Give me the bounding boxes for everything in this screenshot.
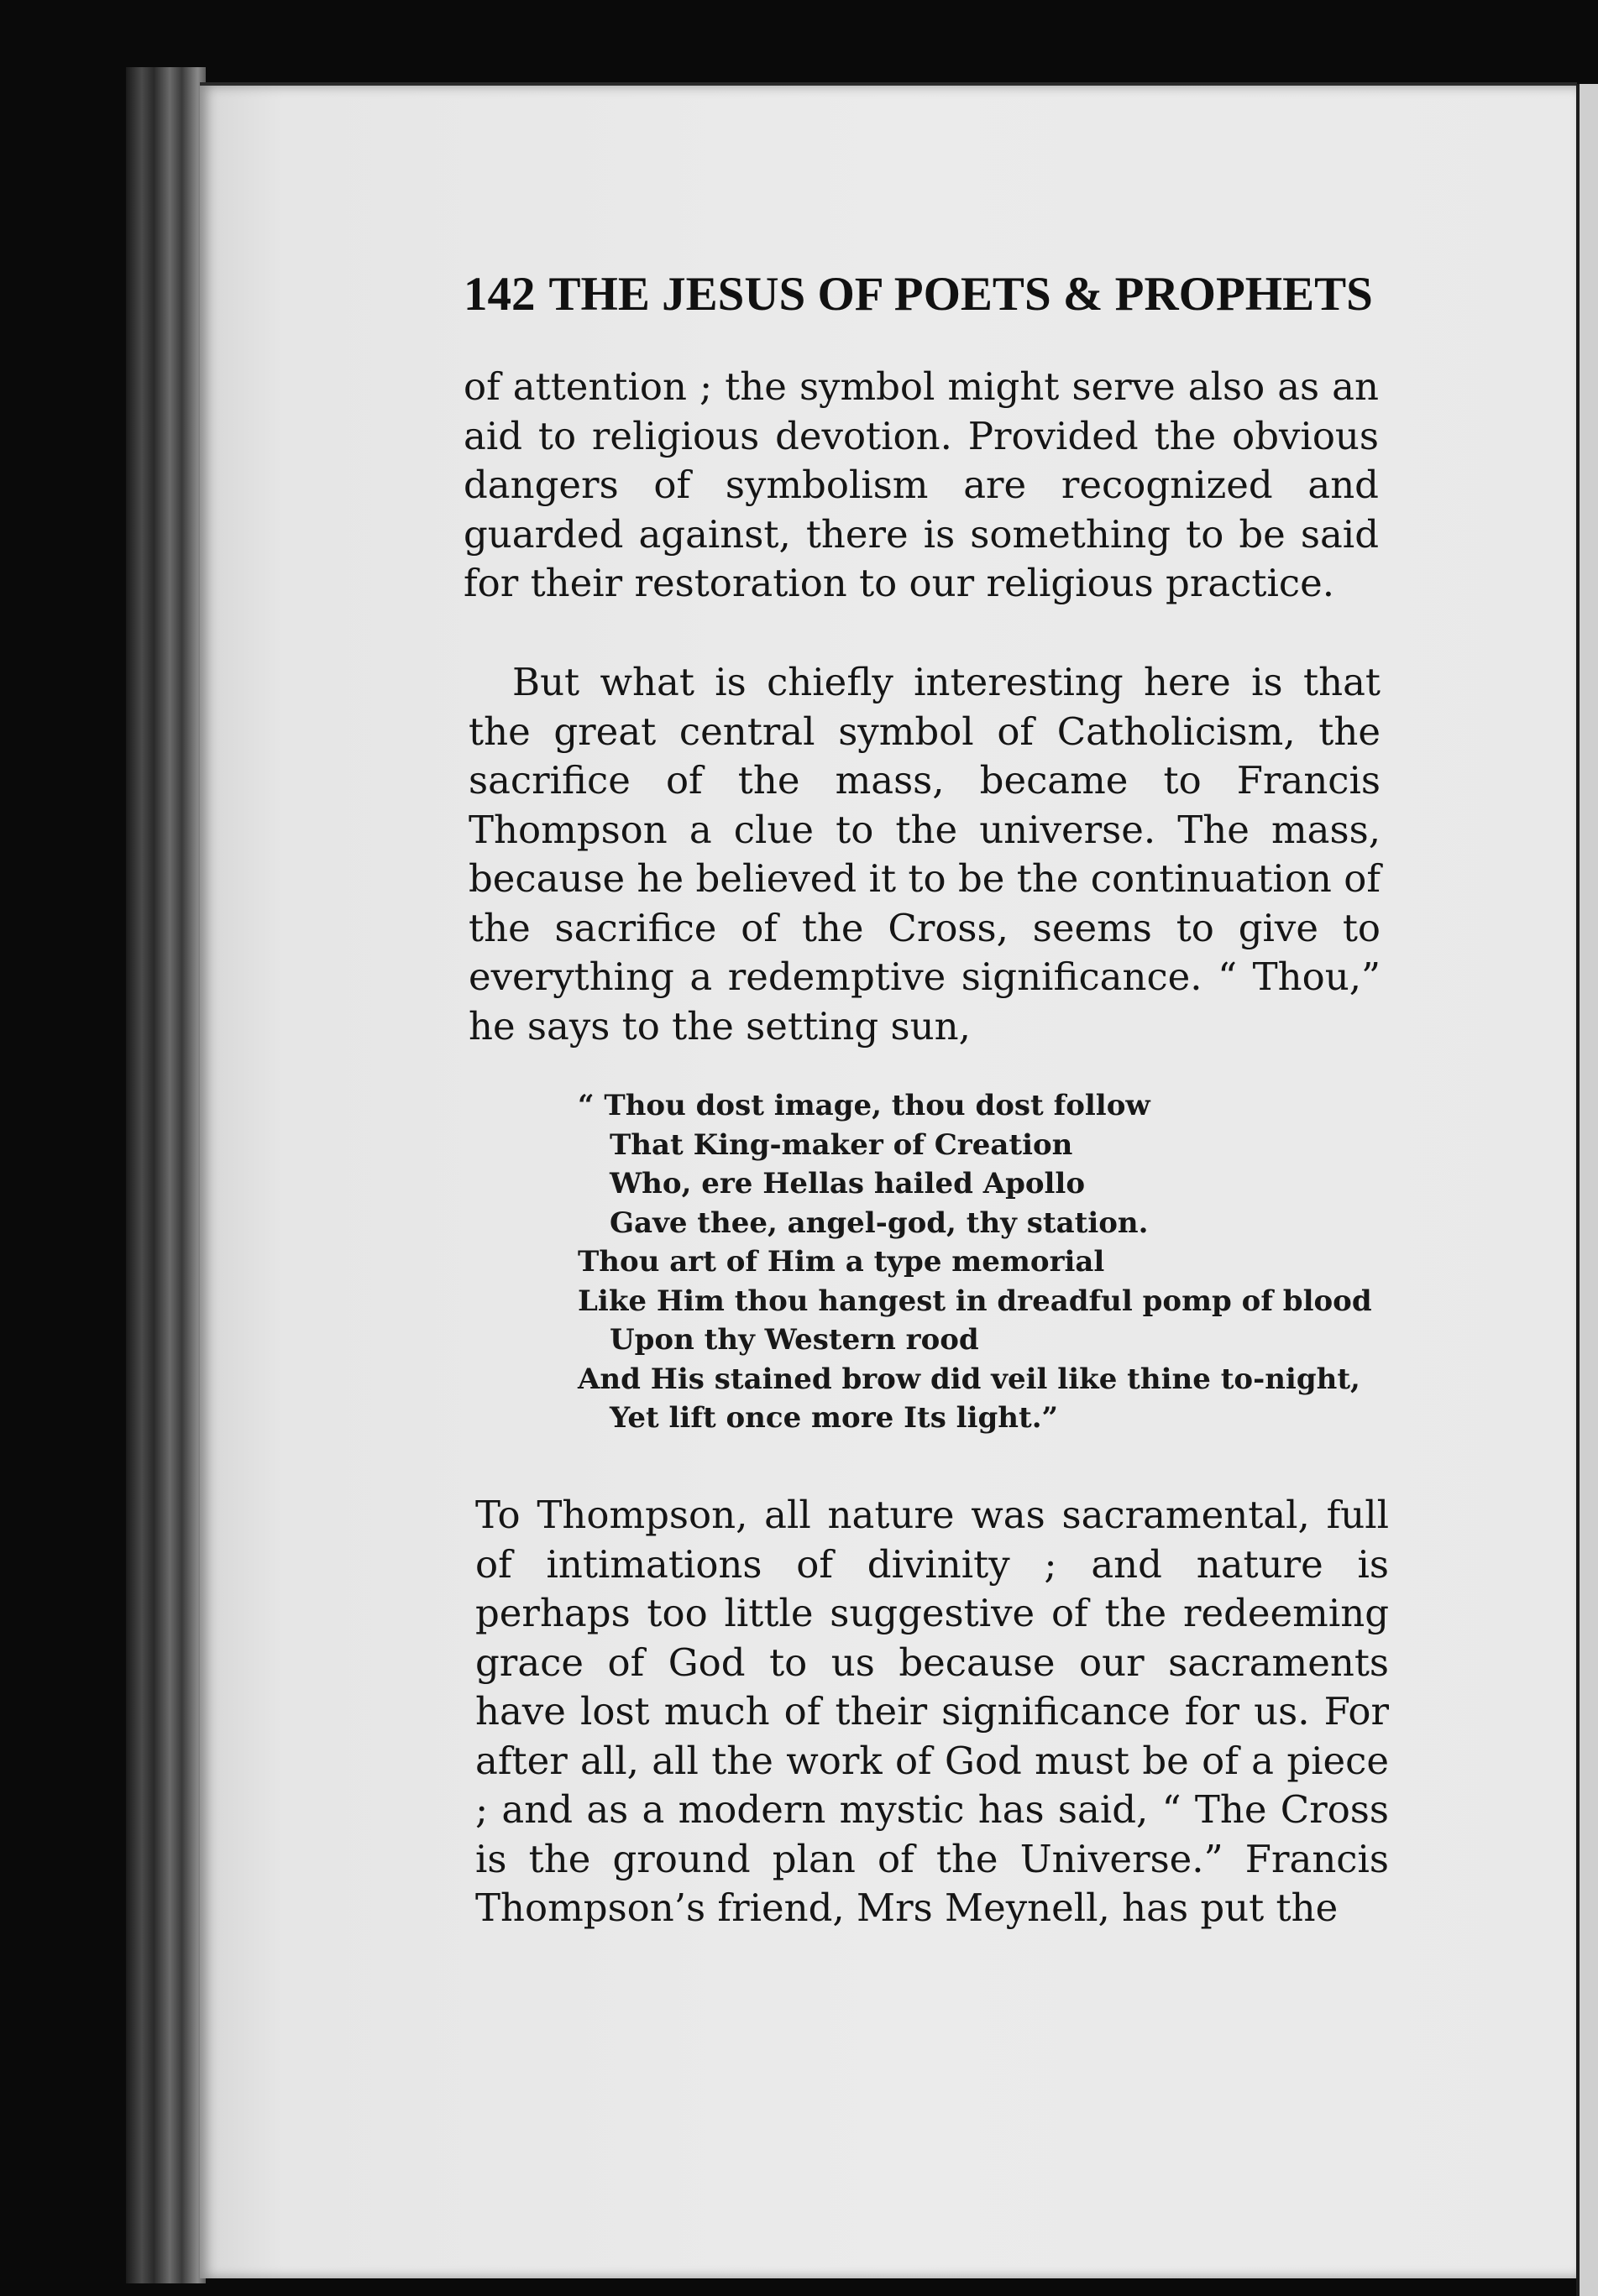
poem-line: Who, ere Hellas hailed Apollo [610,1167,1086,1200]
poem-line: Yet lift once more Its light.” [610,1401,1059,1435]
running-header [464,267,1387,322]
body-paragraph-2 [469,658,1381,1051]
poem-line: Upon thy Western rood [610,1323,979,1357]
running-title: THE JESUS OF POETS & PROPHETS [548,268,1373,321]
poem-line: That King-maker of Creation [610,1127,1073,1162]
poem-line: “ Thou dost image, thou dost follow [578,1089,1150,1122]
book-spine [126,67,206,2283]
paragraph-text: To Thompson, all nature was sacramental, full of intimations of divinity ; and nature is perhaps too little suggestive of the redeeming grace of God to us because our sacraments have lost much of their significance for us. For after all, all the work of God must be of a piece ; and as a modern mystic has said, “ The Cross is the ground plan of the Universe.” Francis Thompson’s friend, Mrs Meynell, has put the [475,1493,1389,1930]
body-paragraph-3 [475,1491,1389,1933]
paragraph-text: But what is chiefly interesting here is that the great central symbol of Catholicism, the sacrifice of the mass, became to Francis Thompson a clue to the universe. The mass, because he believed it to be the continuation of the sacrifice of the Cross, seems to give to everything a redemptive significance. “ Thou,” he says to the setting sun, [469,660,1381,1049]
body-paragraph-1 [464,363,1379,609]
paragraph-text: of attention ; the symbol might serve also as an aid to religious devotion. Provided the obvious dangers of symbolism are recognized and guarded against, there is something to be said for their restoration to our religious practice. [464,364,1379,605]
poem-line: Gave thee, angel-god, thy station. [610,1206,1149,1240]
poem-line: Thou art of Him a type memorial [578,1245,1105,1279]
page-number: 142 [464,268,536,321]
poem-quotation [578,1086,1375,1438]
poem-line: Like Him thou hangest in dreadful pomp of blood [578,1284,1372,1318]
poem-line: And His stained brow did veil like thine to-night, [578,1362,1360,1396]
page-right-edge [1576,84,1598,2296]
